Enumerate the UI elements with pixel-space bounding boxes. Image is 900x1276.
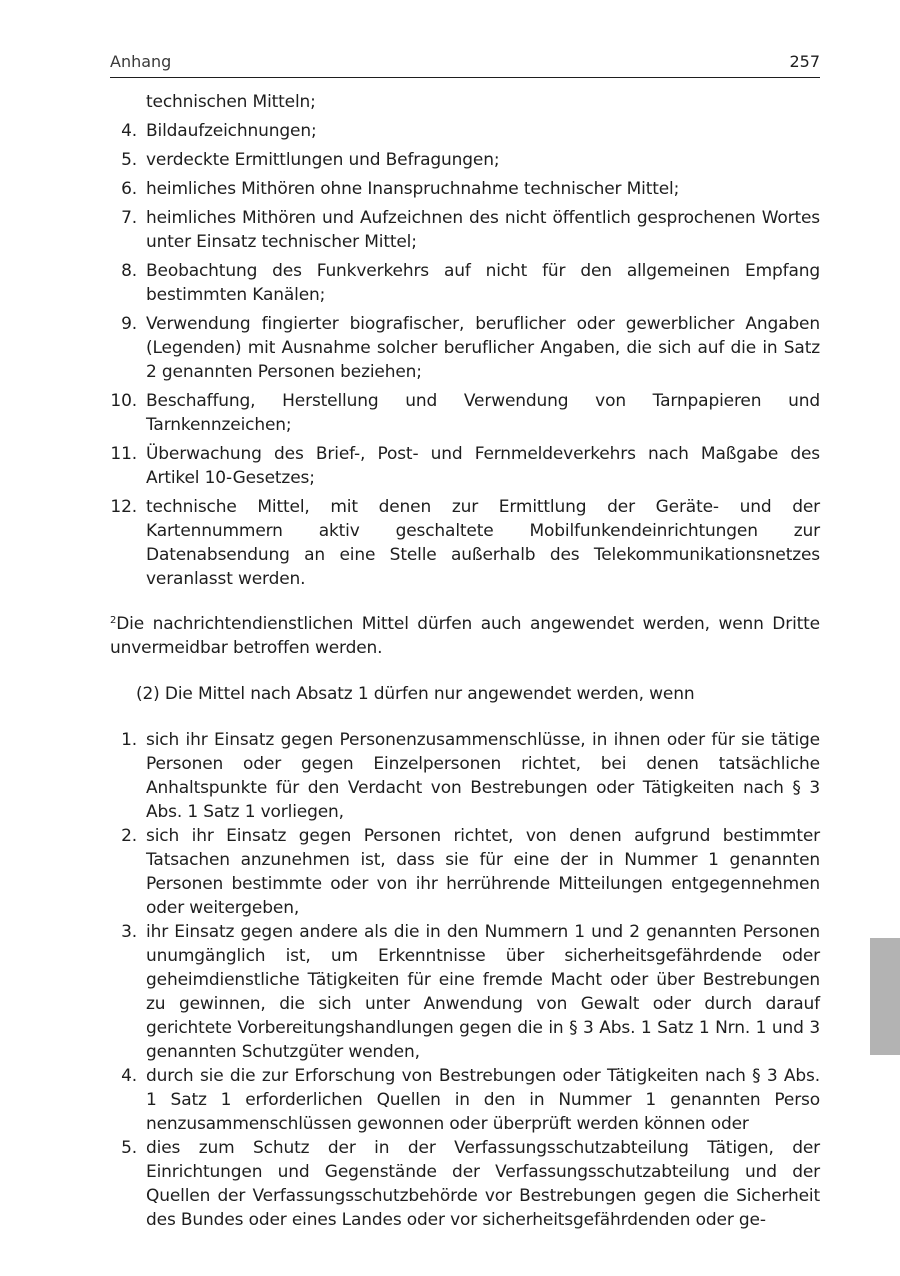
list-number: 9. xyxy=(121,314,137,334)
list-item-text: durch sie die zur Erforschung von Bestrebungen oder Tätigkeiten nach § 3 Abs. 1 Satz 1 erforderlichen Quellen in den in Nummer 1 genannten Perso nenzusammenschlüssen gewonnen oder überprüft werden können oder xyxy=(146,1066,820,1134)
means-list xyxy=(110,90,820,591)
list-item xyxy=(110,312,820,384)
sentence-marker: 2 xyxy=(110,615,117,626)
list-item-text: Bildaufzeichnungen; xyxy=(146,121,317,141)
list-number: 5. xyxy=(121,1138,137,1158)
list-number: 5. xyxy=(121,150,137,170)
list-item-text: sich ihr Einsatz gegen Personenzusammenschlüsse, in ihnen oder für sie tätige Personen oder gegen Einzelpersonen richtet, bei denen tatsächliche Anhaltspunkte für den Verdacht von Bestrebungen oder Tätigkeiten nach § 3 Abs. 1 Satz 1 vorliegen, xyxy=(146,730,820,822)
list-number: 10. xyxy=(110,391,137,411)
page-body xyxy=(110,90,820,1232)
sentence-2-paragraph xyxy=(110,612,820,660)
list-item xyxy=(110,119,820,143)
absatz-2-intro: (2) Die Mittel nach Absatz 1 dürfen nur angewendet werden, wenn xyxy=(136,684,695,704)
list-item-text: Beschaffung, Herstellung und Verwendung von Tarnpapieren und Tarnkennzeichen; xyxy=(146,391,820,435)
list-item xyxy=(110,920,820,1064)
list-number: 7. xyxy=(121,208,137,228)
list-number: 3. xyxy=(121,922,137,942)
list-item xyxy=(110,1064,820,1136)
list-item xyxy=(110,442,820,490)
list-number: 12. xyxy=(110,497,137,517)
list-item xyxy=(110,495,820,591)
list-item-text: Überwachung des Brief-, Post- und Fernmeldeverkehrs nach Maßgabe des Artikel 10-Gesetzes; xyxy=(146,444,820,488)
list-item xyxy=(110,728,820,824)
running-head: Anhang xyxy=(110,52,172,71)
list-item-text: dies zum Schutz der in der Verfassungsschutzabteilung Tätigen, der Einrichtungen und Gegenstände der Verfassungsschutzabteilung und der Quellen der Verfassungsschutzbehörde vor Bestrebungen gegen die Sicherheit des Bundes oder eines Landes oder vor sicherheitsgefährdenden oder ge- xyxy=(146,1138,820,1230)
list-item xyxy=(110,177,820,201)
list-number: 11. xyxy=(110,444,137,464)
list-number: 2. xyxy=(121,826,137,846)
page-number: 257 xyxy=(789,52,820,71)
list-item-text: sich ihr Einsatz gegen Personen richtet, von denen aufgrund bestimmter Tatsachen anzunehmen ist, dass sie für eine der in Nummer 1 genannten Personen bestimmte oder von ihr herrührende Mitteilungen entgegennehmen oder weitergeben, xyxy=(146,826,820,918)
list-item-text: ihr Einsatz gegen andere als die in den Nummern 1 und 2 genannten Personen unumgänglich ist, um Erkenntnisse über sicherheitsgefährdende oder geheimdienstliche Tätigkeiten für eine fremde Macht oder über Bestrebungen zu gewinnen, die sich unter Anwendung von Gewalt oder durch darauf gerichtete Vorbereitungshandlungen gegen die in § 3 Abs. 1 Satz 1 Nrn. 1 und 3 genannten Schutzgüter wenden, xyxy=(146,922,820,1062)
list-item xyxy=(110,1136,820,1232)
list-number: 4. xyxy=(121,121,137,141)
list-number: 6. xyxy=(121,179,137,199)
list-item-text: technische Mittel, mit denen zur Ermittlung der Geräte- und der Kartennummern aktiv geschaltete Mobilfunkendeinrichtungen zur Datenabsendung an eine Stelle außerhalb des Telekommunikationsnetzes veranlasst werden. xyxy=(146,497,820,589)
list-item-text: heimliches Mithören und Aufzeichnen des nicht öffentlich gesprochenen Wortes unter Einsatz technischer Mittel; xyxy=(146,208,820,252)
list-item xyxy=(110,259,820,307)
list-item-text: Beobachtung des Funkverkehrs auf nicht für den allgemeinen Empfang bestimmten Kanälen; xyxy=(146,261,820,305)
list-item xyxy=(110,148,820,172)
list-item xyxy=(110,824,820,920)
list-number: 8. xyxy=(121,261,137,281)
list-item-text: technischen Mitteln; xyxy=(146,92,316,112)
list-item-continuation xyxy=(110,90,820,114)
thumb-index-tab xyxy=(870,938,900,1055)
conditions-list xyxy=(110,728,820,1232)
list-item-text: Verwendung fingierter biografischer, beruflicher oder gewerblicher Angaben (Legenden) mit Ausnahme solcher beruflicher Angaben, die sich auf die in Satz 2 genannten Personen beziehen; xyxy=(146,314,820,382)
sentence-2-text: Die nachrichtendienstlichen Mittel dürfen auch angewendet werden, wenn Dritte unvermeidbar betroffen werden. xyxy=(110,614,820,658)
list-item xyxy=(110,389,820,437)
list-item-text: heimliches Mithören ohne Inanspruchnahme technischer Mittel; xyxy=(146,179,680,199)
page-header xyxy=(110,52,820,78)
list-number: 1. xyxy=(121,730,137,750)
list-item-text: verdeckte Ermittlungen und Befragungen; xyxy=(146,150,500,170)
list-number: 4. xyxy=(121,1066,137,1086)
list-item xyxy=(110,206,820,254)
